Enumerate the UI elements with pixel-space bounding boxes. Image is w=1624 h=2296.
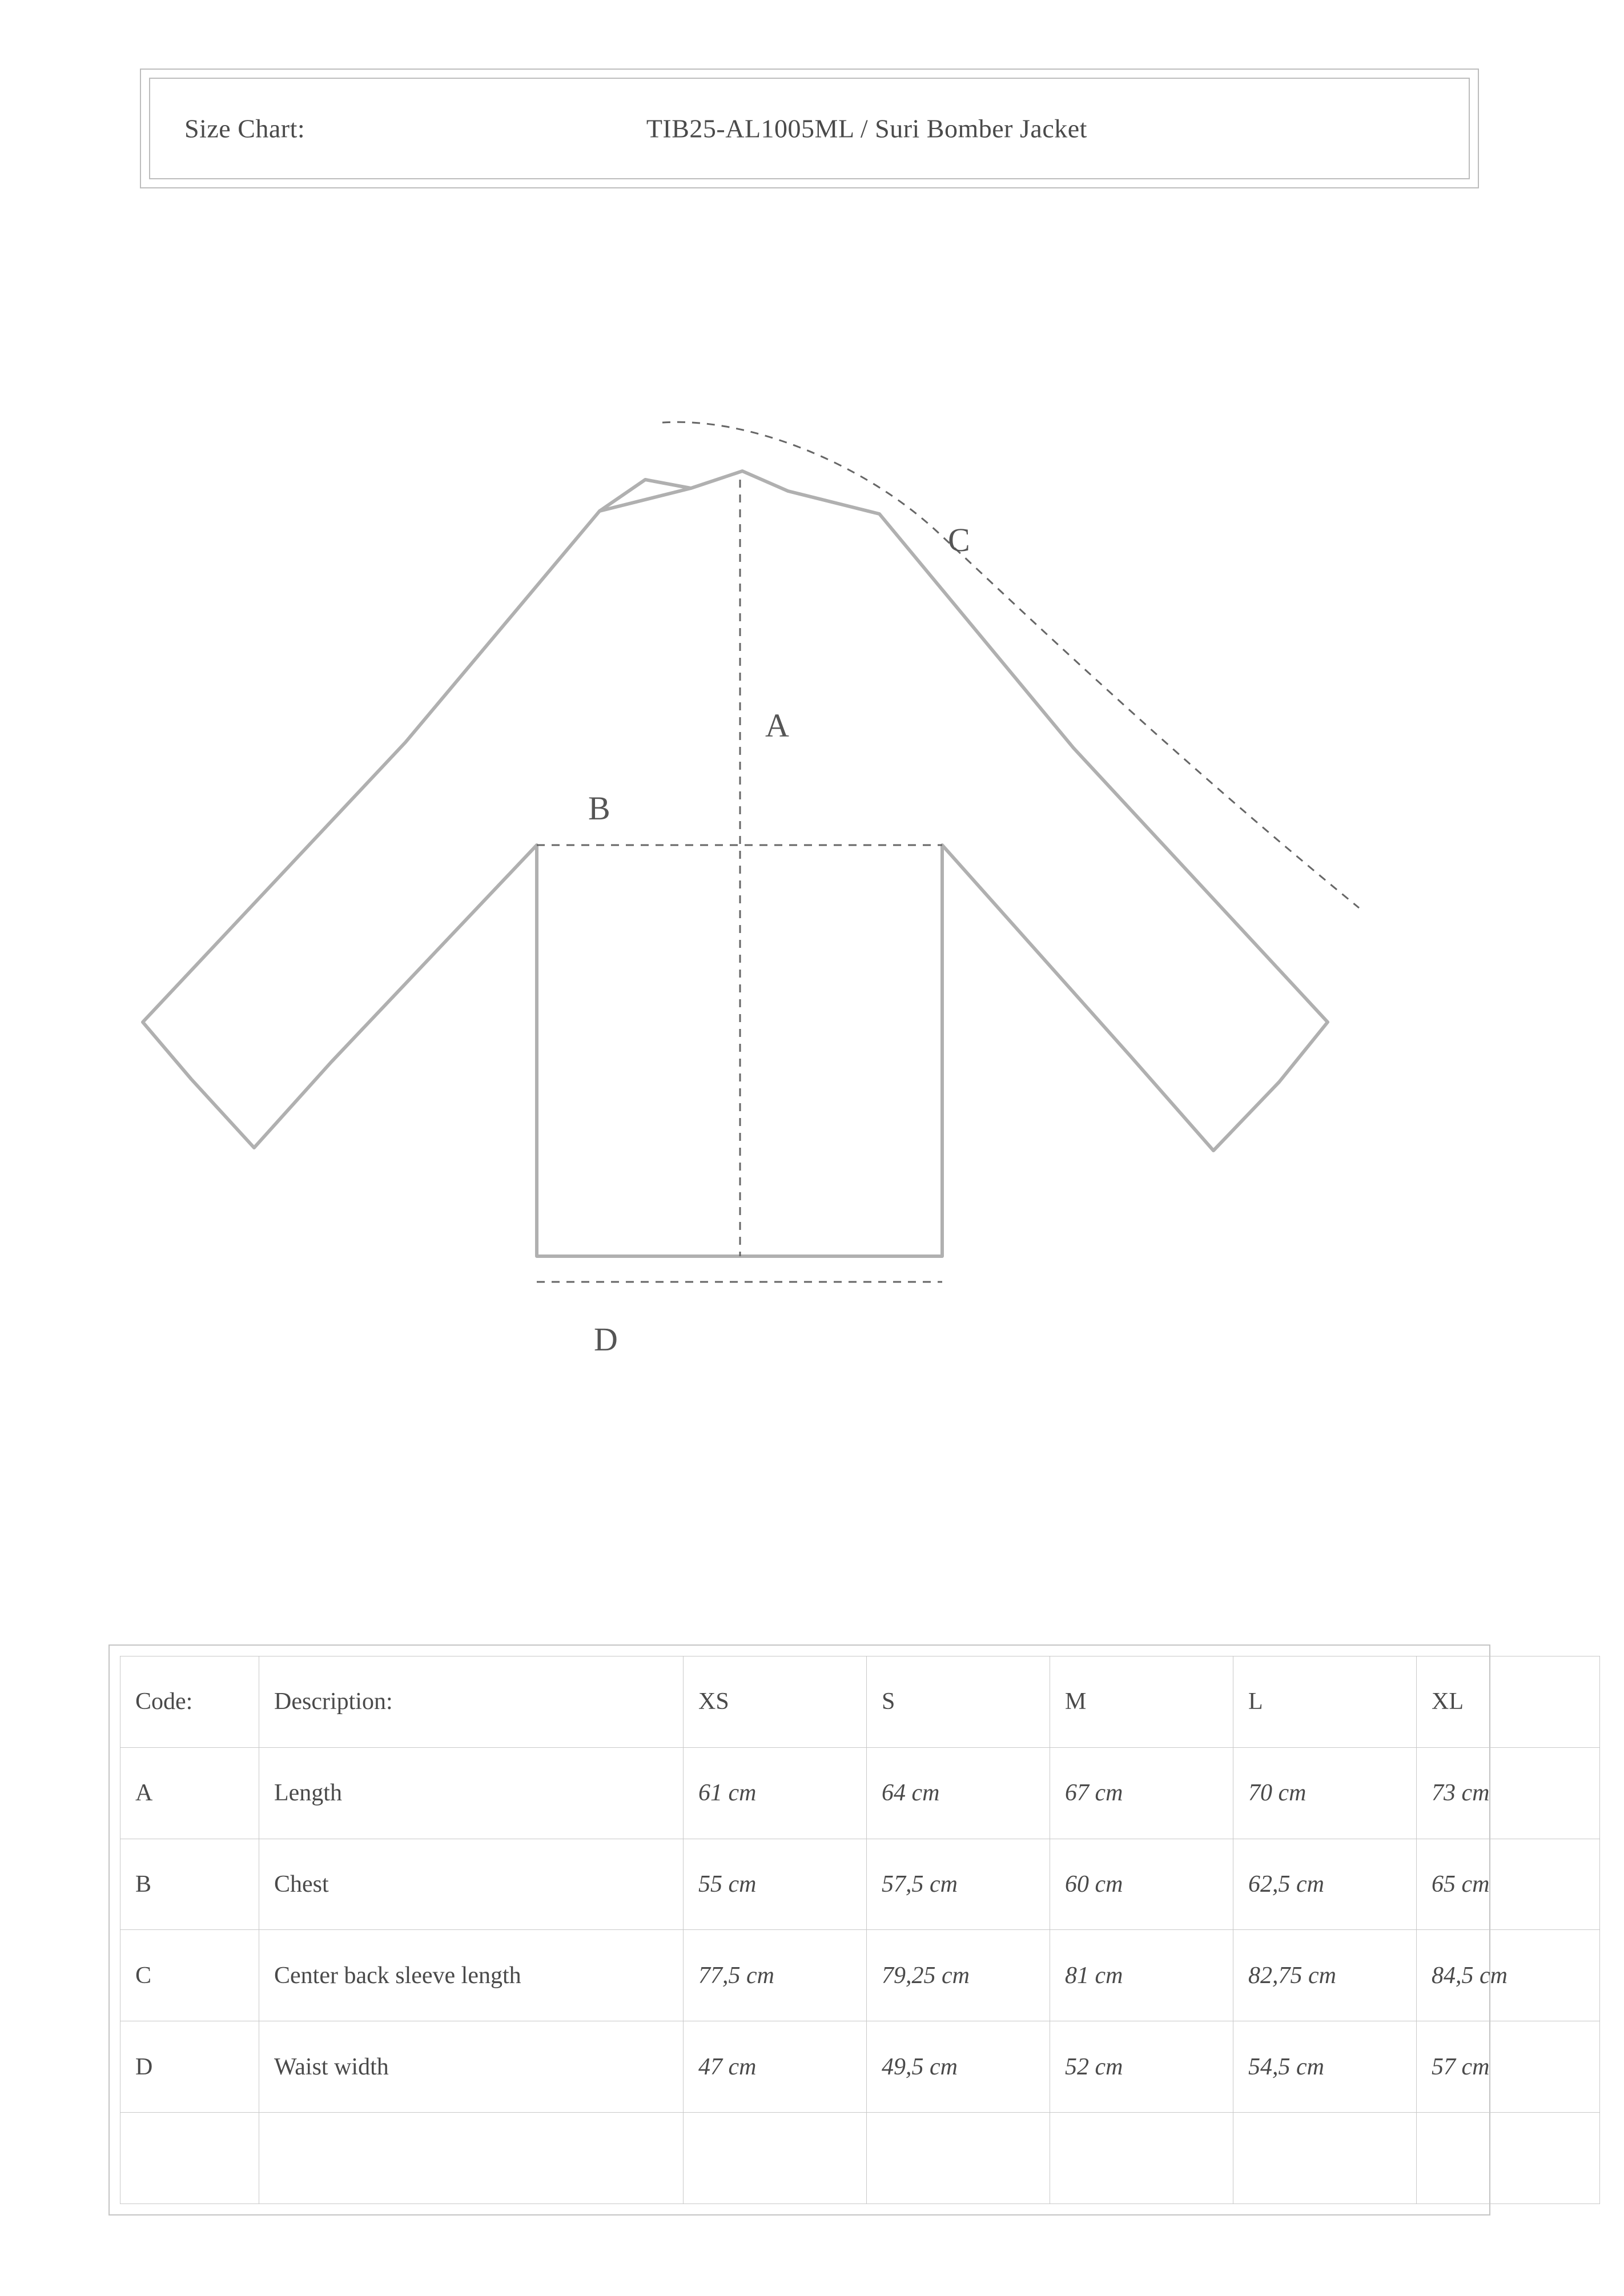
row-value-s: 57,5 cm (867, 1839, 1050, 1930)
row-value-xs: 61 cm (684, 1747, 867, 1839)
row-value-m: 81 cm (1050, 1930, 1233, 2021)
row-value-m: 52 cm (1050, 2021, 1233, 2113)
row-description: Length (259, 1747, 684, 1839)
row-value-m: 67 cm (1050, 1747, 1233, 1839)
product-title: TIB25-AL1005ML / Suri Bomber Jacket (646, 114, 1087, 143)
row-description: Center back sleeve length (259, 1930, 684, 2021)
marker-label-d: D (594, 1321, 618, 1358)
row-code: A (120, 1747, 259, 1839)
size-chart-header (140, 69, 1479, 188)
table-header-code: Code: (120, 1656, 259, 1748)
row-value-xl: 84,5 cm (1417, 1930, 1600, 2021)
row-value-l: 70 cm (1233, 1747, 1417, 1839)
table-header-xl: XL (1417, 1656, 1600, 1748)
guide-line-c (662, 422, 1359, 908)
row-value-xl: 65 cm (1417, 1839, 1600, 1930)
row-code (120, 2113, 259, 2204)
table-header-row (120, 1656, 1600, 1748)
marker-label-c: C (948, 521, 970, 558)
table-header-description: Description: (259, 1656, 684, 1748)
row-value-l: 82,75 cm (1233, 1930, 1417, 2021)
row-value-s: 64 cm (867, 1747, 1050, 1839)
size-table (120, 1656, 1600, 2204)
row-value-xl: 73 cm (1417, 1747, 1600, 1839)
row-description (259, 2113, 684, 2204)
table-row (120, 2021, 1600, 2113)
row-value-xs: 47 cm (684, 2021, 867, 2113)
row-code: B (120, 1839, 259, 1930)
row-description: Chest (259, 1839, 684, 1930)
row-value-m (1050, 2113, 1233, 2204)
row-code: D (120, 2021, 259, 2113)
row-value-l: 62,5 cm (1233, 1839, 1417, 1930)
row-value-m: 60 cm (1050, 1839, 1233, 1930)
row-value-xs (684, 2113, 867, 2204)
row-value-s (867, 2113, 1050, 2204)
table-header-s: S (867, 1656, 1050, 1748)
table-header-l: L (1233, 1656, 1417, 1748)
row-value-l (1233, 2113, 1417, 2204)
table-row (120, 1930, 1600, 2021)
row-value-l: 54,5 cm (1233, 2021, 1417, 2113)
row-value-xs: 77,5 cm (684, 1930, 867, 2021)
size-chart-label: Size Chart: (184, 114, 305, 143)
row-value-xl (1417, 2113, 1600, 2204)
garment-technical-drawing (86, 400, 1547, 1428)
marker-label-a: A (765, 707, 789, 744)
table-header-m: M (1050, 1656, 1233, 1748)
marker-label-b: B (588, 790, 610, 827)
size-chart-header-inner-border (149, 78, 1470, 179)
table-row (120, 1839, 1600, 1930)
size-table-container (108, 1644, 1508, 2215)
table-row (120, 1747, 1600, 1839)
row-value-xs: 55 cm (684, 1839, 867, 1930)
table-header-xs: XS (684, 1656, 867, 1748)
table-row (120, 2113, 1600, 2204)
row-description: Waist width (259, 2021, 684, 2113)
row-code: C (120, 1930, 259, 2021)
garment-outline (143, 471, 1328, 1256)
row-value-s: 49,5 cm (867, 2021, 1050, 2113)
row-value-s: 79,25 cm (867, 1930, 1050, 2021)
row-value-xl: 57 cm (1417, 2021, 1600, 2113)
